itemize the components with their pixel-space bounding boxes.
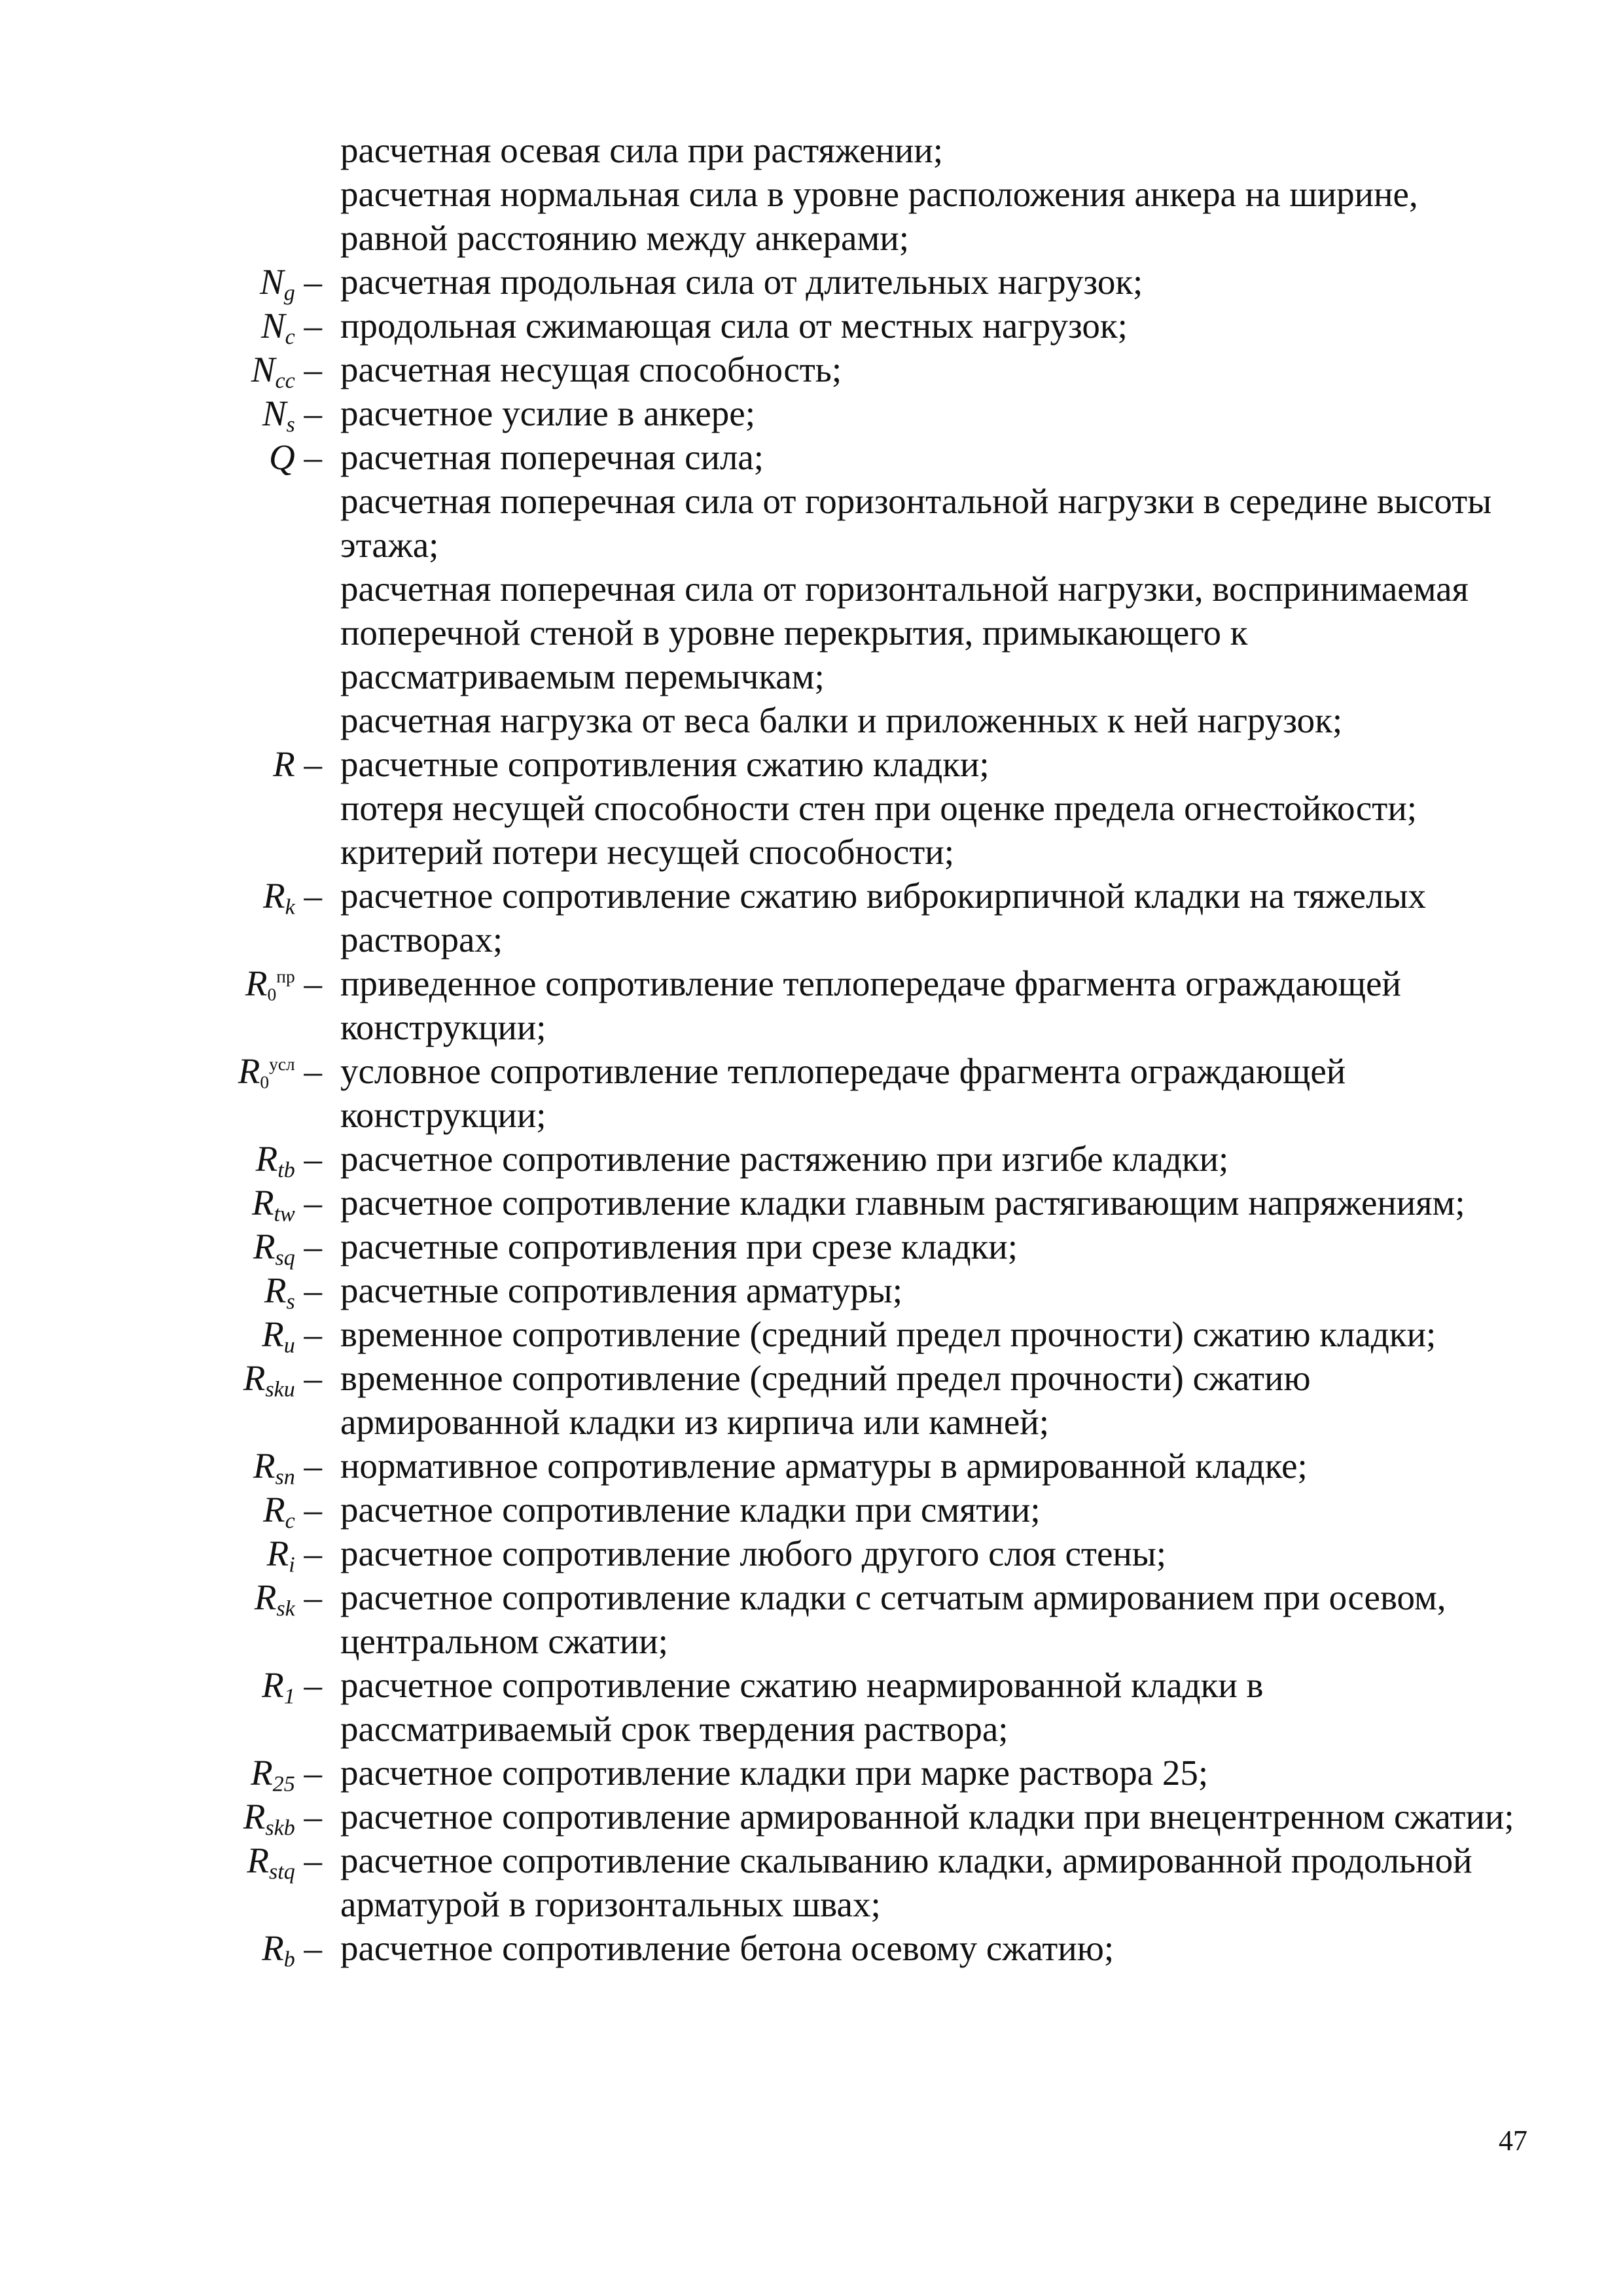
symbol-cell	[0, 1488, 340, 1532]
symbol-base: R	[263, 876, 285, 916]
symbol-subscript: u	[283, 1333, 295, 1358]
symbol-base: R	[266, 1534, 289, 1573]
symbol-base: R	[253, 1227, 276, 1266]
definition-entry	[0, 1268, 1623, 1312]
symbol-subscript: s	[286, 1289, 295, 1314]
symbol-cell	[0, 1926, 340, 1970]
symbol-subscript: s	[286, 412, 295, 437]
variable-symbol	[273, 744, 295, 784]
definition-text: расчетное сопротивление кладки с сетчатым армированием при осевом, центральном сжатии;	[340, 1577, 1446, 1661]
variable-symbol	[263, 1490, 295, 1534]
symbol-cell	[0, 348, 340, 391]
dash-separator: –	[304, 350, 322, 389]
symbol-base: N	[251, 350, 276, 389]
definition-text: расчетная продольная сила от длительных нагрузок;	[340, 262, 1143, 302]
dash-separator: –	[304, 876, 322, 916]
variable-symbol	[262, 393, 295, 437]
definition-text: расчетное усилие в анкере;	[340, 393, 756, 433]
variable-symbol	[243, 1797, 295, 1840]
dash-separator: –	[304, 1183, 322, 1223]
dash-separator: –	[304, 1270, 322, 1310]
definition-entry	[0, 1532, 1623, 1575]
definition-text: расчетное сопротивление кладки главным растягивающим напряжениям;	[340, 1183, 1465, 1223]
symbol-subscript: stq	[268, 1859, 295, 1884]
symbol-base: R	[264, 1270, 287, 1310]
definition-text: расчетная нагрузка от веса балки и приложенных к ней нагрузок;	[340, 700, 1343, 740]
symbol-superscript: усл	[269, 1054, 295, 1075]
variable-symbol	[260, 306, 295, 350]
symbol-cell	[0, 1839, 340, 1882]
dash-separator: –	[304, 1358, 322, 1398]
variable-symbol	[247, 1840, 295, 1884]
definition-entry	[0, 698, 1623, 742]
variable-symbol	[260, 262, 295, 306]
symbol-base: R	[238, 1051, 260, 1091]
symbol-subscript: c	[285, 325, 295, 350]
definition-entry	[0, 1444, 1623, 1488]
symbol-cell	[0, 1049, 340, 1093]
symbol-base: R	[251, 1183, 274, 1223]
symbol-cell	[0, 260, 340, 304]
symbol-definitions-list	[0, 128, 1623, 1970]
definition-entry	[0, 348, 1623, 391]
definition-entry	[0, 1181, 1623, 1225]
variable-symbol	[254, 1577, 295, 1621]
symbol-cell	[0, 1663, 340, 1707]
dash-separator: –	[304, 1490, 322, 1530]
symbol-base: R	[263, 1490, 285, 1530]
symbol-base: R	[255, 1139, 278, 1179]
definition-text: условное сопротивление теплопередаче фрагмента ограждающей конструкции;	[340, 1051, 1346, 1135]
variable-symbol	[253, 1446, 295, 1490]
definition-entry	[0, 786, 1623, 830]
definition-entry	[0, 1663, 1623, 1751]
dash-separator: –	[304, 437, 322, 477]
symbol-cell	[0, 1312, 340, 1356]
symbol-cell	[0, 391, 340, 435]
symbol-cell	[0, 1575, 340, 1619]
symbol-subscript: cc	[275, 368, 295, 393]
symbol-subscript: sn	[275, 1465, 295, 1490]
definition-entry	[0, 1488, 1623, 1532]
symbol-cell	[0, 742, 340, 786]
symbol-cell	[0, 1137, 340, 1181]
symbol-base: R	[262, 1928, 284, 1968]
definition-entry	[0, 1049, 1623, 1137]
symbol-subscript: skb	[265, 1816, 295, 1840]
symbol-base: R	[243, 1797, 266, 1837]
definition-text: расчетная поперечная сила от горизонтальной нагрузки в середине высоты этажа;	[340, 481, 1492, 565]
definition-text: расчетная осевая сила при растяжении;	[340, 130, 944, 170]
definition-entry	[0, 1839, 1623, 1926]
definition-text: расчетное сопротивление сжатию неармированной кладки в рассматриваемый срок твердения раствора;	[340, 1665, 1264, 1749]
definition-entry	[0, 961, 1623, 1049]
definition-text: расчетное сопротивление любого другого слоя стены;	[340, 1534, 1167, 1573]
definition-entry	[0, 391, 1623, 435]
definition-text: расчетное сопротивление скалыванию кладки, армированной продольной арматурой в горизонтальных швах;	[340, 1840, 1472, 1924]
symbol-base: R	[254, 1577, 277, 1617]
definition-text: расчетные сопротивления при срезе кладки;	[340, 1227, 1018, 1266]
symbol-subscript: 0	[260, 1071, 270, 1092]
definition-text: расчетные сопротивления сжатию кладки;	[340, 744, 990, 784]
symbol-base: Q	[269, 437, 295, 477]
variable-symbol	[262, 1665, 295, 1709]
variable-symbol	[266, 1534, 295, 1577]
dash-separator: –	[304, 963, 322, 1003]
symbol-cell	[0, 1181, 340, 1225]
symbol-subscript: sku	[265, 1377, 295, 1402]
definition-entry	[0, 128, 1623, 172]
dash-separator: –	[304, 1446, 322, 1486]
symbol-base: R	[262, 1314, 284, 1354]
variable-symbol	[251, 350, 295, 393]
dash-separator: –	[304, 744, 322, 784]
symbol-cell	[0, 1751, 340, 1795]
symbol-cell	[0, 1532, 340, 1575]
definition-entry	[0, 1137, 1623, 1181]
variable-symbol	[238, 1051, 295, 1091]
symbol-superscript: пр	[276, 966, 295, 987]
definition-entry	[0, 435, 1623, 479]
variable-symbol	[255, 1139, 295, 1183]
variable-symbol	[264, 1270, 295, 1314]
symbol-cell	[0, 874, 340, 918]
dash-separator: –	[304, 1840, 322, 1880]
definition-text: расчетное сопротивление растяжению при изгибе кладки;	[340, 1139, 1229, 1179]
variable-symbol	[263, 876, 295, 920]
definition-text: временное сопротивление (средний предел прочности) сжатию армированной кладки из кирпича или камней;	[340, 1358, 1311, 1442]
dash-separator: –	[304, 393, 322, 433]
symbol-base: R	[262, 1665, 284, 1705]
dash-separator: –	[304, 1753, 322, 1793]
dash-separator: –	[304, 262, 322, 302]
definition-text: расчетная поперечная сила от горизонтальной нагрузки, воспринимаемая поперечной стеной в уровне перекрытия, примыкающего к рассматриваемым перемычкам;	[340, 569, 1469, 696]
definition-entry	[0, 874, 1623, 961]
symbol-subscript: c	[285, 1509, 295, 1534]
dash-separator: –	[304, 1051, 322, 1091]
symbol-subscript: g	[283, 281, 295, 306]
symbol-base: R	[245, 963, 268, 1003]
symbol-base: N	[262, 393, 287, 433]
definition-entry	[0, 172, 1623, 260]
definition-text: расчетное сопротивление кладки при смятии;	[340, 1490, 1041, 1530]
symbol-cell	[0, 435, 340, 479]
definition-entry	[0, 830, 1623, 874]
page-number: 47	[1499, 2125, 1527, 2157]
definition-text: продольная сжимающая сила от местных нагрузок;	[340, 306, 1128, 346]
dash-separator: –	[304, 1797, 322, 1837]
definition-text: нормативное сопротивление арматуры в армированной кладке;	[340, 1446, 1308, 1486]
symbol-base: R	[243, 1358, 266, 1398]
symbol-subscript: k	[285, 895, 295, 920]
definition-entry	[0, 1356, 1623, 1444]
symbol-cell	[0, 304, 340, 348]
definition-entry	[0, 1575, 1623, 1663]
definition-text: критерий потери несущей способности;	[340, 832, 954, 872]
dash-separator: –	[304, 1314, 322, 1354]
definition-text: расчетная поперечная сила;	[340, 437, 764, 477]
variable-symbol	[269, 437, 295, 477]
symbol-subscript: i	[289, 1552, 295, 1577]
symbol-subscript: sk	[276, 1596, 295, 1621]
definition-text: расчетное сопротивление сжатию виброкирпичной кладки на тяжелых растворах;	[340, 876, 1426, 960]
symbol-subscript: sq	[275, 1246, 295, 1270]
definition-entry	[0, 304, 1623, 348]
definition-text: временное сопротивление (средний предел прочности) сжатию кладки;	[340, 1314, 1436, 1354]
definition-text: расчетная несущая способность;	[340, 350, 842, 389]
symbol-cell	[0, 961, 340, 1005]
definition-text: расчетное сопротивление армированной кладки при внецентренном сжатии;	[340, 1797, 1514, 1837]
definition-text: приведенное сопротивление теплопередаче фрагмента ограждающей конструкции;	[340, 963, 1401, 1047]
symbol-subscript: 1	[283, 1684, 295, 1709]
variable-symbol	[251, 1183, 295, 1227]
symbol-subscript: b	[283, 1947, 295, 1972]
dash-separator: –	[304, 1534, 322, 1573]
dash-separator: –	[304, 1139, 322, 1179]
dash-separator: –	[304, 1227, 322, 1266]
symbol-base: R	[251, 1753, 273, 1793]
definition-text: расчетная нормальная сила в уровне расположения анкера на ширине, равной расстоянию между анкерами;	[340, 174, 1418, 258]
variable-symbol	[245, 963, 295, 1003]
dash-separator: –	[304, 1928, 322, 1968]
definition-entry	[0, 1225, 1623, 1268]
definition-text: расчетные сопротивления арматуры;	[340, 1270, 903, 1310]
variable-symbol	[262, 1314, 295, 1358]
definition-text: расчетное сопротивление кладки при марке раствора 25;	[340, 1753, 1209, 1793]
variable-symbol	[253, 1227, 295, 1270]
symbol-base: R	[253, 1446, 276, 1486]
symbol-cell	[0, 1356, 340, 1400]
definition-text: расчетное сопротивление бетона осевому сжатию;	[340, 1928, 1115, 1968]
symbol-base: N	[260, 306, 285, 346]
dash-separator: –	[304, 306, 322, 346]
symbol-subscript: 25	[272, 1772, 295, 1797]
symbol-subscript: 0	[267, 984, 277, 1005]
definition-entry	[0, 1795, 1623, 1839]
definition-text: потеря несущей способности стен при оценке предела огнестойкости;	[340, 788, 1418, 828]
dash-separator: –	[304, 1577, 322, 1617]
symbol-cell	[0, 1268, 340, 1312]
variable-symbol	[243, 1358, 295, 1402]
symbol-subscript: tw	[274, 1202, 295, 1227]
symbol-base: R	[273, 744, 295, 784]
definition-entry	[0, 479, 1623, 567]
symbol-base: R	[247, 1840, 269, 1880]
definition-entry	[0, 742, 1623, 786]
symbol-subscript: tb	[277, 1158, 295, 1183]
symbol-cell	[0, 1444, 340, 1488]
definition-entry	[0, 1751, 1623, 1795]
definition-entry	[0, 260, 1623, 304]
variable-symbol	[251, 1753, 295, 1797]
dash-separator: –	[304, 1665, 322, 1705]
symbol-cell	[0, 1225, 340, 1268]
definition-entry	[0, 1926, 1623, 1970]
symbol-cell	[0, 1795, 340, 1839]
definition-entry	[0, 1312, 1623, 1356]
variable-symbol	[262, 1928, 295, 1972]
definition-entry	[0, 567, 1623, 698]
symbol-base: N	[260, 262, 284, 302]
